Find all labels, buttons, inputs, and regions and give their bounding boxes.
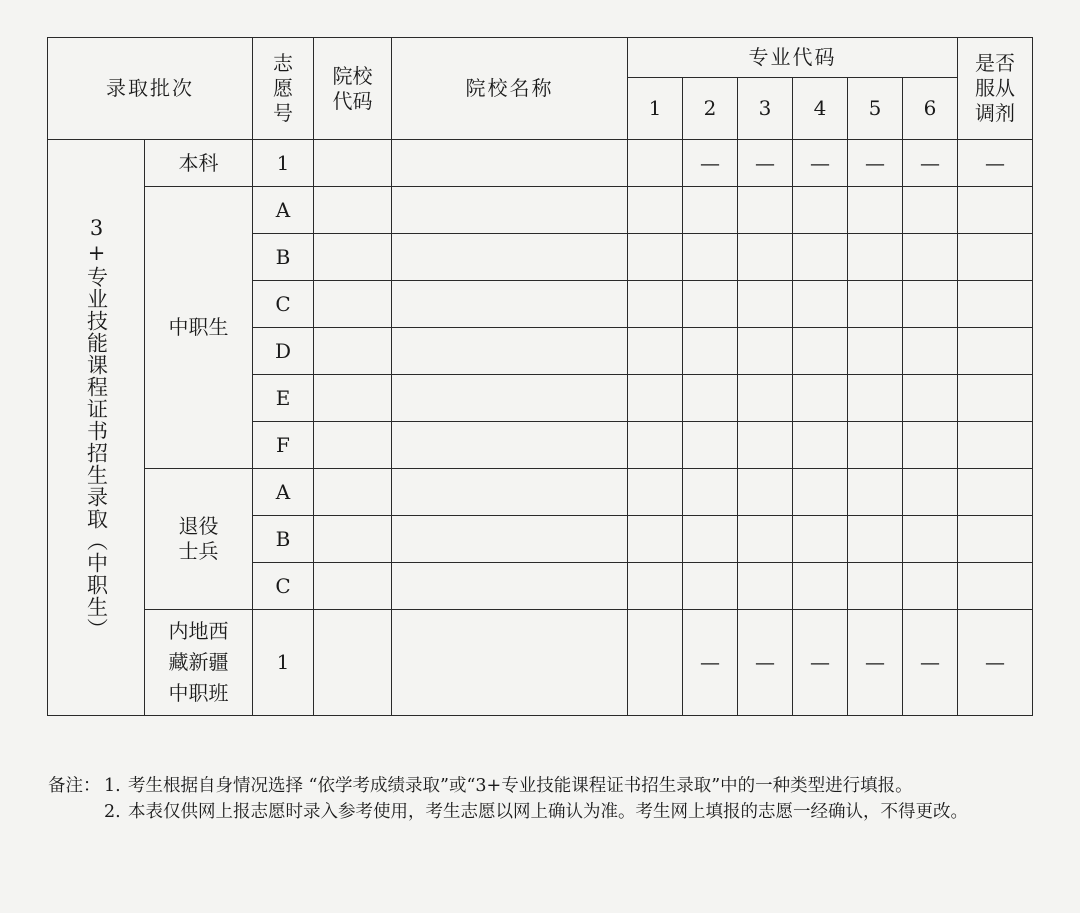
school-code-field[interactable] [314,610,392,716]
group-zhongzhi-label: 中职生 [168,315,229,339]
header-wish-char-1: 志 [273,51,293,75]
adjust-field[interactable] [958,187,1033,234]
major-code-field[interactable] [903,375,958,422]
major-code-field[interactable] [793,281,848,328]
major-code-field[interactable] [738,375,793,422]
school-code-field[interactable] [314,516,392,563]
header-adjust [958,38,1033,140]
table-row [48,610,1033,716]
major-code-field[interactable] [903,516,958,563]
major-code-field[interactable] [903,281,958,328]
wish-number: E [253,375,314,422]
major-code-dash-6: — [903,610,958,716]
major-code-dash-3: — [738,610,793,716]
group-benke [145,140,253,187]
header-wish-char-2: 愿 [273,76,293,100]
wish-number: B [253,234,314,281]
major-code-field[interactable] [738,234,793,281]
major-code-field[interactable] [683,234,738,281]
major-code-field[interactable] [628,187,683,234]
major-code-field[interactable] [793,187,848,234]
major-code-field[interactable] [903,328,958,375]
group-tuiyi [145,469,253,610]
notes-list [104,773,1038,825]
major-code-dash-3: — [738,140,793,187]
major-code-field[interactable] [848,328,903,375]
major-code-field[interactable] [683,328,738,375]
school-name-field[interactable] [392,328,628,375]
header-major-code-label: 专业代码 [748,45,837,69]
major-code-field[interactable] [903,234,958,281]
school-code-field[interactable] [314,375,392,422]
major-code-field[interactable] [683,375,738,422]
school-code-field[interactable] [314,469,392,516]
major-code-field[interactable] [683,422,738,469]
school-name-field[interactable] [392,234,628,281]
group-benke-label: 本科 [178,150,219,175]
major-code-field[interactable] [683,469,738,516]
wish-number: 1 [253,140,314,187]
adjust-field[interactable] [958,328,1033,375]
wish-number: A [253,187,314,234]
wish-number: C [253,563,314,610]
school-name-field[interactable] [392,563,628,610]
major-code-field[interactable] [903,422,958,469]
group-zhongzhi [145,187,253,469]
major-code-dash-2: — [683,610,738,716]
notes-block [48,773,1038,825]
school-name-field[interactable] [392,469,628,516]
major-code-field[interactable] [738,281,793,328]
table-row [48,187,1033,234]
header-batch-label: 录取批次 [106,76,194,100]
school-code-field[interactable] [314,328,392,375]
major-code-field[interactable] [738,328,793,375]
header-major-col-5: 5 [848,78,903,140]
school-code-field[interactable] [314,281,392,328]
major-code-field[interactable] [903,469,958,516]
group-neidi-line-3: 中职班 [168,681,229,705]
major-code-field[interactable] [848,281,903,328]
header-school-code [314,38,392,140]
wish-number: B [253,516,314,563]
major-code-field[interactable] [628,422,683,469]
major-code-field[interactable] [628,234,683,281]
major-code-field[interactable] [793,469,848,516]
major-code-field[interactable] [793,516,848,563]
header-school-code-line-1: 院校 [332,63,373,88]
major-code-dash-2: — [683,140,738,187]
major-code-field[interactable] [738,422,793,469]
group-tuiyi-line-2: 士兵 [178,539,219,563]
note-item [104,773,1038,799]
wish-number: 1 [253,610,314,716]
major-code-field[interactable] [628,469,683,516]
major-code-field[interactable] [628,328,683,375]
header-adjust-line-2: 服从 [975,76,1016,100]
header-major-code [628,38,958,78]
wish-number: C [253,281,314,328]
major-code-field[interactable] [848,422,903,469]
school-name-field[interactable] [392,375,628,422]
note-text: 本表仅供网上报志愿时录入参考使用，考生志愿以网上确认为准。考生网上填报的志愿一经确认，不得更改。 [128,802,968,822]
header-wish-number [253,38,314,140]
note-item [104,799,1038,825]
adjust-field[interactable] [958,281,1033,328]
school-name-field[interactable] [392,281,628,328]
adjust-field[interactable] [958,469,1033,516]
major-code-field[interactable] [683,187,738,234]
application-form-table [47,37,1033,716]
major-code-field[interactable] [903,563,958,610]
group-tuiyi-line-1: 退役 [178,514,219,538]
major-code-field-1[interactable] [628,610,683,716]
major-code-field[interactable] [683,563,738,610]
header-major-col-2: 2 [683,78,738,140]
major-code-dash-5: — [848,610,903,716]
major-code-field[interactable] [628,281,683,328]
category-cell [48,140,145,716]
major-code-field[interactable] [848,469,903,516]
major-code-field[interactable] [848,563,903,610]
major-code-field[interactable] [793,422,848,469]
header-major-col-3: 3 [738,78,793,140]
adjust-field[interactable] [958,422,1033,469]
major-code-field[interactable] [738,469,793,516]
notes-section [48,773,1038,825]
header-batch [48,38,253,140]
school-code-field[interactable] [314,234,392,281]
school-name-field[interactable] [392,516,628,563]
major-code-dash-5: — [848,140,903,187]
major-code-field[interactable] [628,563,683,610]
adjust-dash: — [958,140,1033,187]
adjust-field[interactable] [958,516,1033,563]
major-code-field[interactable] [683,516,738,563]
major-code-field[interactable] [738,563,793,610]
adjust-field[interactable] [958,563,1033,610]
category-label: 3+专业技能课程证书招生录取（中职生） [84,215,109,640]
school-name-field[interactable] [392,610,628,716]
header-school-code-line-2: 代码 [332,88,373,113]
school-code-field[interactable] [314,422,392,469]
major-code-field[interactable] [848,516,903,563]
header-major-col-1: 1 [628,78,683,140]
adjust-dash: — [958,610,1033,716]
group-neidi [145,610,253,716]
major-code-field[interactable] [848,234,903,281]
school-name-field[interactable] [392,140,628,187]
school-code-field[interactable] [314,563,392,610]
header-adjust-line-1: 是否 [975,51,1016,75]
note-number: 1. [104,776,121,796]
school-code-field[interactable] [314,140,392,187]
major-code-dash-4: — [793,610,848,716]
wish-number: A [253,469,314,516]
group-neidi-line-2: 藏新疆 [168,650,229,674]
major-code-field[interactable] [738,516,793,563]
header-adjust-line-3: 调剂 [975,101,1016,125]
wish-number: D [253,328,314,375]
major-code-field[interactable] [848,187,903,234]
major-code-field-1[interactable] [628,140,683,187]
major-code-dash-4: — [793,140,848,187]
major-code-field[interactable] [793,328,848,375]
major-code-field[interactable] [793,234,848,281]
header-major-col-4: 4 [793,78,848,140]
wish-number: F [253,422,314,469]
header-school-name-label: 院校名称 [465,76,554,100]
header-school-name [392,38,628,140]
major-code-field[interactable] [793,563,848,610]
adjust-field[interactable] [958,234,1033,281]
school-name-field[interactable] [392,422,628,469]
school-code-field[interactable] [314,187,392,234]
major-code-field[interactable] [683,281,738,328]
school-name-field[interactable] [392,187,628,234]
header-major-col-6: 6 [903,78,958,140]
note-text: 考生根据自身情况选择 “依学考成绩录取”或“3+专业技能课程证书招生录取”中的一种类型进行填报。 [128,776,913,796]
major-code-dash-6: — [903,140,958,187]
header-wish-char-3: 号 [273,101,293,125]
major-code-field[interactable] [848,375,903,422]
major-code-field[interactable] [793,375,848,422]
adjust-field[interactable] [958,375,1033,422]
group-neidi-line-1: 内地西 [168,619,229,643]
note-number: 2. [104,802,121,822]
table-row [48,140,1033,187]
major-code-field[interactable] [903,187,958,234]
major-code-field[interactable] [738,187,793,234]
table-row [48,469,1033,516]
major-code-field[interactable] [628,375,683,422]
major-code-field[interactable] [628,516,683,563]
notes-label: 备注： [48,776,101,796]
